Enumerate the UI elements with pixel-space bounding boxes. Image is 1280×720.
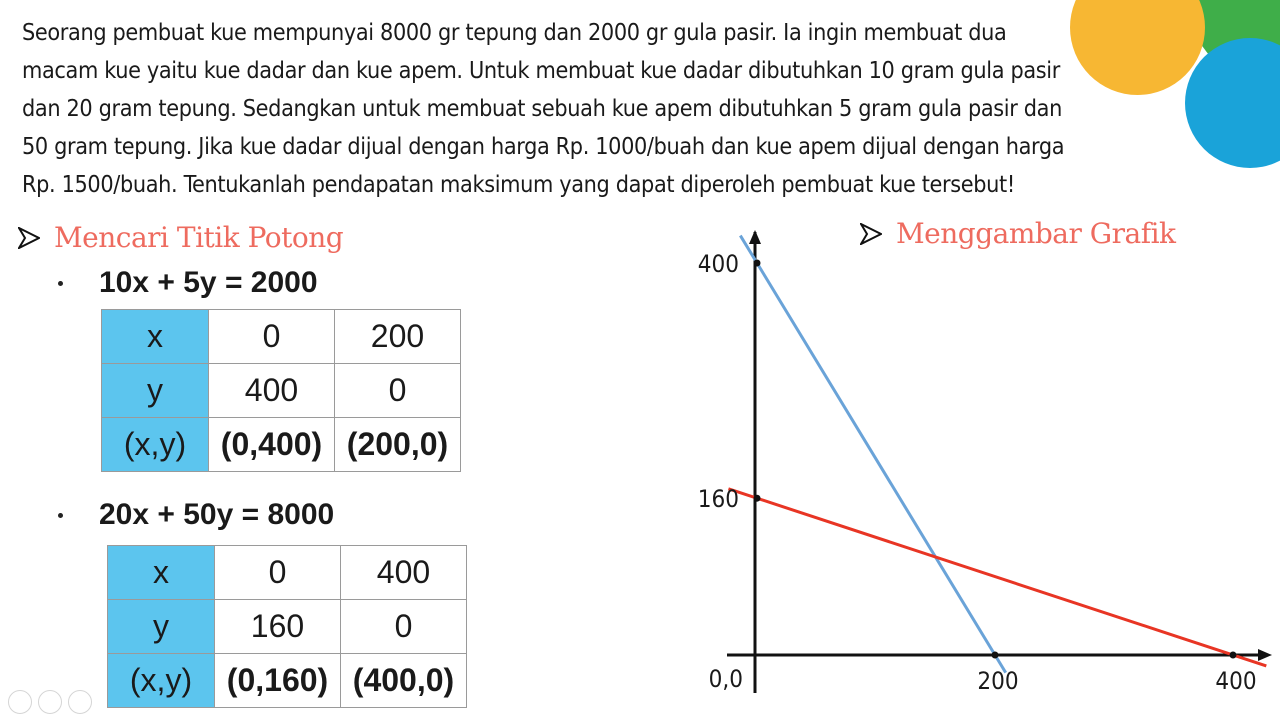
x-tick-label: 200	[977, 667, 1019, 695]
y-axis-arrow-icon	[749, 230, 761, 244]
heading-text: Mencari Titik Potong	[54, 221, 344, 254]
table-cell: 400	[341, 546, 467, 600]
origin-label: 0,0	[708, 665, 743, 693]
table-cell: (0,160)	[215, 654, 341, 708]
bullet-icon	[58, 281, 63, 286]
table-header-cell: (x,y)	[108, 654, 215, 708]
x-tick-label: 400	[1215, 667, 1257, 695]
data-point	[1230, 652, 1237, 659]
table-equation-1	[101, 309, 461, 472]
problem-statement: Seorang pembuat kue mempunyai 8000 gr tepung dan 2000 gr gula pasir. Ia ingin membuat dua macam kue yaitu kue dadar dan kue apem. Untuk membuat kue dadar dibutuhkan 10 gram gula pasir dan 20 gram tepung. Sedangkan untuk membuat sebuah kue apem dibutuhkan 5 gram gula pasir dan 50 gram tepung. Jika kue dadar dijual dengan harga Rp. 1000/buah dan kue apem dijual dengan harga Rp. 1500/buah. Tentukanlah pendapatan maksimum yang dapat diperoleh pembuat kue tersebut!	[22, 19, 1065, 198]
heading-text: Menggambar Grafik	[896, 217, 1176, 250]
table-cell: 160	[215, 600, 341, 654]
table-row	[108, 546, 467, 600]
bullet-icon	[58, 513, 63, 518]
table-equation-2	[107, 545, 467, 708]
table-header-cell: y	[108, 600, 215, 654]
table-row	[102, 418, 461, 472]
table-cell: 400	[209, 364, 335, 418]
triangle-arrow-icon	[18, 227, 40, 249]
next-slide-icon[interactable]	[38, 690, 62, 714]
table-row	[102, 310, 461, 364]
prev-slide-icon[interactable]	[8, 690, 32, 714]
series-line-2	[728, 489, 1266, 666]
table-row	[102, 364, 461, 418]
table-cell: 0	[341, 600, 467, 654]
x-axis-arrow-icon	[1258, 649, 1272, 661]
data-point	[992, 652, 999, 659]
table-cell: 0	[209, 310, 335, 364]
series-line-1	[740, 236, 1005, 673]
table-row	[108, 600, 467, 654]
table-cell: (400,0)	[341, 654, 467, 708]
data-point	[754, 260, 761, 267]
heading-mencari-titik-potong	[18, 221, 343, 254]
equation-2-text: 20x + 50y = 8000	[99, 498, 335, 531]
equation-1-text: 10x + 5y = 2000	[99, 266, 318, 299]
table-header-cell: (x,y)	[102, 418, 209, 472]
navigation-controls[interactable]	[8, 690, 92, 714]
y-tick-label: 400	[697, 250, 739, 278]
table-row	[108, 654, 467, 708]
pen-icon[interactable]	[68, 690, 92, 714]
table-cell: 0	[215, 546, 341, 600]
table-cell: 200	[335, 310, 461, 364]
table-header-cell: x	[108, 546, 215, 600]
equation-1	[58, 266, 318, 300]
table-header-cell: x	[102, 310, 209, 364]
table-cell: 0	[335, 364, 461, 418]
table-header-cell: y	[102, 364, 209, 418]
line-graph	[680, 220, 1280, 700]
equation-2	[58, 498, 334, 532]
data-point	[754, 495, 761, 502]
y-tick-label: 160	[697, 485, 739, 514]
table-cell: (200,0)	[335, 418, 461, 472]
table-cell: (0,400)	[209, 418, 335, 472]
